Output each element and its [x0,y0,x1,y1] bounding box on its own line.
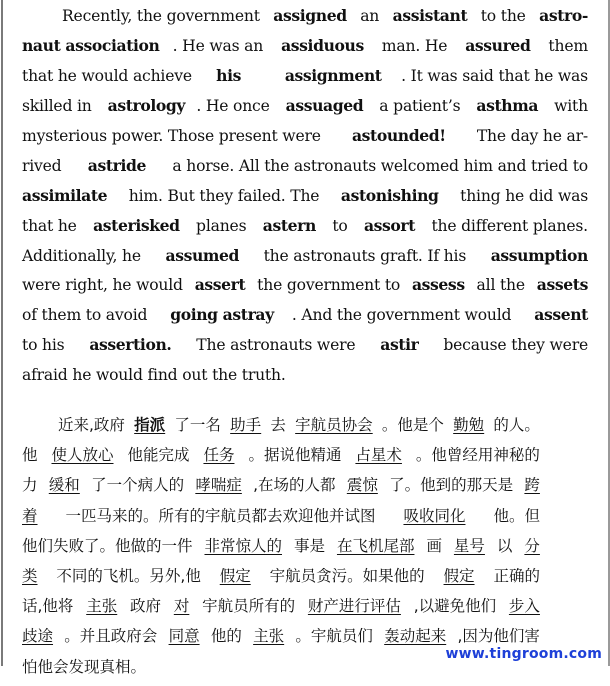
vocabulary-word: assignment [284,65,382,85]
sentence-text: thing he did was [455,186,588,205]
english-line [22,304,588,334]
vocabulary-word: assent [534,305,588,325]
sentence-text: an [355,7,384,25]
translation-text: 画 [426,536,442,555]
sentence-text: Recently, the government [62,7,265,25]
sentence-text: . He was an [172,36,268,55]
vocabulary-word: assert [194,275,246,295]
sentence-text: the astronauts graft. If his [258,246,471,265]
vocabulary-word: going astray [170,305,274,325]
translated-vocabulary: 指派 [134,416,166,434]
translation-text: 。他是个 [381,416,444,434]
vocabulary-word: assets [536,275,588,295]
vocabulary-word: asterisked [93,215,180,235]
translation-text: 宇航员贪污。如果他的 [269,566,425,585]
sentence-text: the different planes. [426,216,588,235]
translation-text: 怕他会发现真相。 [22,657,147,676]
sentence-text: him. But they failed. The [123,186,325,205]
translation-text: 力 [22,476,38,495]
vocabulary-word: naut association [22,35,160,55]
chinese-line [22,414,540,444]
translated-vocabulary: 震惊 [346,476,378,495]
translation-text: 宇航员所有的 [202,597,296,616]
translated-vocabulary: 勤勉 [453,416,485,434]
translated-vocabulary: 对 [173,597,190,616]
left-border [1,0,3,666]
translation-text: 不同的飞机。另外,他 [56,566,201,585]
translated-vocabulary: 助手 [230,416,262,434]
translated-vocabulary: 分 [524,536,540,555]
translated-vocabulary: 财产进行评估 [307,597,401,616]
translated-vocabulary: 星号 [453,536,485,555]
translation-text: 了一名 [174,416,221,434]
translated-vocabulary: 吸收同化 [403,506,466,525]
sentence-text: of them to avoid [22,306,153,325]
vocabulary-word: astounded! [351,125,446,145]
english-line [22,215,588,245]
vocabulary-word: assess [411,275,465,295]
vocabulary-word: assimilate [22,185,108,205]
sentence-text: were right, he would [22,276,188,295]
translated-vocabulary: 使人放心 [51,446,114,465]
translation-text: 他的 [210,627,242,646]
sentence-text: with [549,96,588,115]
translation-text: 政府 [130,597,162,616]
translated-vocabulary: 轰动起来 [384,627,447,646]
translation-text: 事是 [293,536,325,555]
vocabulary-word: assumption [490,245,588,265]
translation-text: 的人。 [493,416,540,434]
sentence-text: afraid he would find out the truth. [22,366,286,385]
english-paragraph [22,5,588,394]
chinese-line [22,444,540,474]
vocabulary-word: astride [87,155,147,175]
sentence-text: mysterious power. Those present were [22,126,326,145]
sentence-text: them [543,36,588,55]
sentence-text: Additionally, he [22,246,146,265]
sentence-text: that he [22,216,82,235]
vocabulary-word: astrology [107,95,186,115]
translated-vocabulary: 步入 [508,597,540,616]
sentence-text: a horse. All the astronauts welcomed him and tried to [167,156,588,175]
translated-vocabulary: 任务 [203,446,235,465]
sentence-text: . It was said that he was [401,66,588,85]
vocabulary-word: astir [380,335,419,355]
vocabulary-word: astonishing [340,185,439,205]
sentence-text: The astronauts were [191,336,361,355]
translated-vocabulary: 类 [22,566,38,585]
translation-text: 一匹马来的。所有的宇航员都去欢迎他并试图 [65,506,376,525]
translated-vocabulary: 跨 [524,476,540,495]
translated-vocabulary: 占星术 [355,446,402,465]
vocabulary-word: asthma [476,95,539,115]
translation-text: 。他曾经用神秘的 [415,446,540,465]
sentence-text: because they were [438,336,588,355]
english-line [22,334,588,364]
english-line [22,5,588,35]
vocabulary-word: astern [262,215,316,235]
english-line [22,364,588,394]
chinese-line [22,595,540,625]
english-line [22,274,588,304]
sentence-text: skilled in [22,96,97,115]
sentence-text: a patient’s [374,96,466,115]
translation-text: ,在场的人都 [253,476,336,495]
sentence-text: the government to [252,276,405,295]
english-line [22,125,588,155]
translated-vocabulary: 假定 [443,566,475,585]
vocabulary-word: assistant [392,6,468,25]
vocabulary-word: his [216,65,242,85]
english-line [22,65,588,95]
vocabulary-word: assort [363,215,416,235]
translated-vocabulary: 主张 [253,627,285,646]
translation-text: 他。但 [493,506,540,525]
vocabulary-word: assured [465,35,531,55]
sentence-text: man. He [377,36,453,55]
translation-text: 话,他将 [22,597,74,616]
vocabulary-word: assigned [273,6,347,25]
english-line [22,245,588,275]
translated-vocabulary: 在飞机尾部 [336,536,415,555]
english-line [22,35,588,65]
translation-text: 近来,政府 [58,416,125,434]
translation-text: 。据说他精通 [248,446,342,465]
translation-text: 了一个病人的 [91,476,185,495]
translated-vocabulary: 缓和 [48,476,80,495]
sentence-text: . He once [196,96,275,115]
translation-text: ,因为他们害 [457,627,540,646]
translated-vocabulary: 主张 [86,597,118,616]
translation-text: 他们失败了。他做的一件 [22,536,193,555]
translated-vocabulary: 哮喘症 [195,476,242,495]
translation-text: 正确的 [493,566,540,585]
chinese-line [22,565,540,595]
translation-text: 他能完成 [127,446,190,465]
english-line [22,155,588,185]
sentence-text: rived [22,156,67,175]
sentence-text: that he would achieve [22,66,197,85]
translated-vocabulary: 假定 [219,566,251,585]
sentence-text [261,65,266,95]
translation-text: ,以避免他们 [413,597,497,616]
sentence-text: all the [471,276,530,295]
translated-vocabulary: 同意 [168,627,200,646]
vocabulary-word: assertion. [89,335,172,355]
vocabulary-word: assumed [165,245,240,265]
sentence-text: to [327,216,353,235]
chinese-line [22,474,540,504]
sentence-text: planes [191,216,252,235]
translated-vocabulary: 歧途 [22,627,54,646]
sentence-text: to the [475,7,531,25]
english-line [22,185,588,215]
sentence-text: to his [22,336,70,355]
sentence-text: . And the government would [291,306,517,325]
translation-text: 了。他到的那天是 [389,476,514,495]
translated-vocabulary: 非常惊人的 [204,536,282,555]
translated-vocabulary: 着 [22,506,38,525]
vocabulary-word: assiduous [281,35,364,55]
translation-text: 他 [22,446,38,465]
chinese-paragraph [22,414,540,686]
translation-text: 。并且政府会 [64,627,158,646]
translation-text: 。宇航员们 [295,627,373,646]
chinese-line [22,535,540,565]
english-line [22,95,588,125]
vocabulary-word: assuaged [285,95,364,115]
translation-text: 以 [496,536,513,555]
translated-vocabulary: 宇航员协会 [295,416,373,434]
sentence-text: The day he ar- [472,126,588,145]
translation-text: 去 [270,416,286,434]
watermark: www.tingroom.com [445,646,602,662]
chinese-line [22,505,540,535]
vocabulary-word: astro- [539,6,588,25]
